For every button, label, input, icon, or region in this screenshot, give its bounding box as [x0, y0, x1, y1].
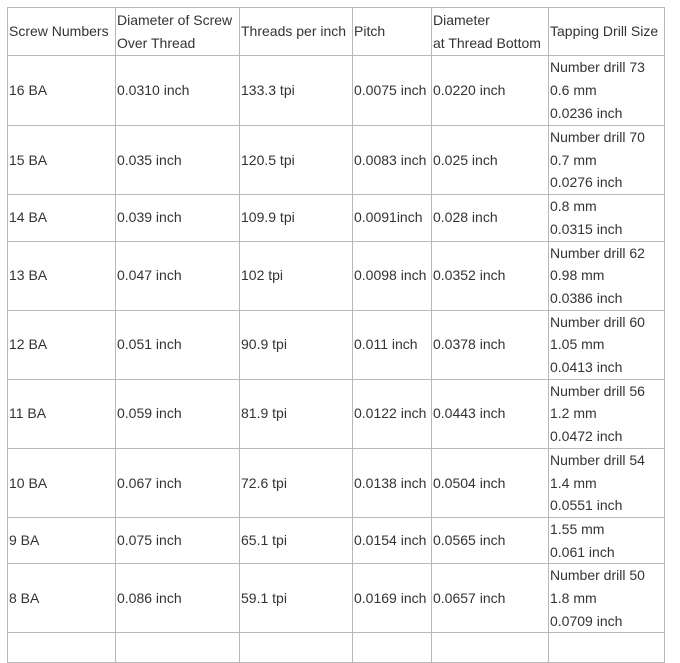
header-line: Threads per inch [241, 23, 347, 40]
header-line: at Thread Bottom [433, 34, 541, 51]
table-row [8, 310, 665, 379]
header-line: Diameter of Screw [117, 11, 233, 28]
cell-pitch: 0.0083 inch [353, 126, 432, 195]
drill-line: Number drill 56 [550, 382, 645, 399]
header-diameter-thread-bottom [432, 8, 549, 56]
table-header [8, 8, 665, 56]
drill-line: 0.6 mm [550, 82, 597, 99]
cell-bottom-diameter: 0.0220 inch [432, 56, 549, 126]
cell-drill-size [549, 241, 665, 310]
cell-empty [432, 633, 549, 663]
cell-diameter: 0.035 inch [116, 126, 240, 195]
cell-pitch: 0.0075 inch [353, 56, 432, 126]
table-row [8, 379, 665, 448]
cell-pitch: 0.0091inch [353, 195, 432, 241]
cell-diameter: 0.051 inch [116, 310, 240, 379]
cell-screw-number: 16 BA [8, 56, 116, 126]
drill-line: Number drill 60 [550, 313, 645, 330]
cell-tpi: 102 tpi [240, 241, 353, 310]
cell-tpi: 59.1 tpi [240, 564, 353, 633]
cell-tpi: 81.9 tpi [240, 379, 353, 448]
drill-line: Number drill 70 [550, 129, 645, 145]
drill-line: 0.0709 inch [550, 612, 623, 629]
cell-screw-number: 13 BA [8, 241, 116, 310]
cell-screw-number: 14 BA [8, 195, 116, 241]
cell-screw-number: 10 BA [8, 448, 116, 517]
drill-line: 0.0276 inch [550, 174, 623, 191]
cell-empty [8, 633, 116, 663]
cell-bottom-diameter: 0.0378 inch [432, 310, 549, 379]
cell-pitch: 0.0122 inch [353, 379, 432, 448]
cell-drill-size [549, 195, 665, 241]
drill-line: 0.0315 inch [550, 220, 623, 237]
header-line: Screw Numbers [9, 23, 109, 40]
drill-line: Number drill 73 [550, 59, 645, 76]
table-row [8, 195, 665, 241]
header-screw-numbers [8, 8, 116, 56]
drill-line: 0.0551 inch [550, 497, 623, 514]
ba-screw-table-container [7, 7, 665, 663]
table-row [8, 517, 665, 563]
cell-empty [549, 633, 665, 663]
cell-tpi: 90.9 tpi [240, 310, 353, 379]
table-row [8, 56, 665, 126]
cell-bottom-diameter: 0.0657 inch [432, 564, 549, 633]
cell-bottom-diameter: 0.0504 inch [432, 448, 549, 517]
cell-bottom-diameter: 0.0565 inch [432, 517, 549, 563]
drill-line: 1.8 mm [550, 590, 597, 607]
cell-diameter: 0.067 inch [116, 448, 240, 517]
cell-diameter: 0.075 inch [116, 517, 240, 563]
cell-pitch: 0.0154 inch [353, 517, 432, 563]
header-line: Pitch [354, 23, 386, 40]
cell-bottom-diameter: 0.0352 inch [432, 241, 549, 310]
cell-diameter: 0.047 inch [116, 241, 240, 310]
cell-drill-size [549, 448, 665, 517]
drill-line: 0.061 inch [550, 543, 615, 560]
cell-drill-size [549, 564, 665, 633]
drill-line: 0.98 mm [550, 267, 605, 284]
cell-screw-number: 8 BA [8, 564, 116, 633]
drill-line: 0.7 mm [550, 151, 597, 168]
cell-tpi: 133.3 tpi [240, 56, 353, 126]
table-row [8, 241, 665, 310]
cell-pitch: 0.0098 inch [353, 241, 432, 310]
cell-drill-size [549, 379, 665, 448]
cell-bottom-diameter: 0.028 inch [432, 195, 549, 241]
cell-empty [240, 633, 353, 663]
drill-line: 1.4 mm [550, 474, 597, 491]
cell-tpi: 65.1 tpi [240, 517, 353, 563]
header-tapping-drill-size [549, 8, 665, 56]
cell-diameter: 0.059 inch [116, 379, 240, 448]
header-threads-per-inch [240, 8, 353, 56]
drill-line: 0.0413 inch [550, 359, 623, 376]
header-row [8, 8, 665, 56]
table-row [8, 564, 665, 633]
cell-diameter: 0.0310 inch [116, 56, 240, 126]
header-line: Diameter [433, 11, 490, 28]
drill-line: 1.2 mm [550, 405, 597, 422]
cell-diameter: 0.086 inch [116, 564, 240, 633]
drill-line: 0.0236 inch [550, 104, 623, 121]
drill-line: 0.0472 inch [550, 428, 623, 445]
ba-screw-thread-table [7, 7, 665, 663]
cell-tpi: 109.9 tpi [240, 195, 353, 241]
cell-drill-size [549, 310, 665, 379]
drill-line: 0.0386 inch [550, 289, 623, 306]
cell-drill-size [549, 517, 665, 563]
cell-screw-number: 12 BA [8, 310, 116, 379]
cell-screw-number: 9 BA [8, 517, 116, 563]
cell-empty [353, 633, 432, 663]
cell-drill-size [549, 126, 665, 195]
header-line: Over Thread [117, 34, 196, 51]
cell-pitch: 0.0138 inch [353, 448, 432, 517]
cell-tpi: 72.6 tpi [240, 448, 353, 517]
table-row-cutoff [8, 633, 665, 663]
drill-line: 1.55 mm [550, 520, 605, 537]
cell-empty [116, 633, 240, 663]
cell-screw-number: 15 BA [8, 126, 116, 195]
drill-line: Number drill 54 [550, 451, 645, 468]
table-row [8, 448, 665, 517]
cell-drill-size [549, 56, 665, 126]
header-diameter-over-thread [116, 8, 240, 56]
cell-bottom-diameter: 0.0443 inch [432, 379, 549, 448]
cell-pitch: 0.011 inch [353, 310, 432, 379]
cell-screw-number: 11 BA [8, 379, 116, 448]
cell-bottom-diameter: 0.025 inch [432, 126, 549, 195]
drill-line: 0.8 mm [550, 198, 597, 215]
header-pitch [353, 8, 432, 56]
header-line: Tapping Drill Size [550, 23, 659, 40]
drill-line: 1.05 mm [550, 336, 605, 353]
cell-diameter: 0.039 inch [116, 195, 240, 241]
drill-line: Number drill 50 [550, 567, 645, 584]
drill-line: Number drill 62 [550, 244, 645, 261]
table-body [8, 56, 665, 663]
cell-tpi: 120.5 tpi [240, 126, 353, 195]
cell-pitch: 0.0169 inch [353, 564, 432, 633]
table-row [8, 126, 665, 195]
